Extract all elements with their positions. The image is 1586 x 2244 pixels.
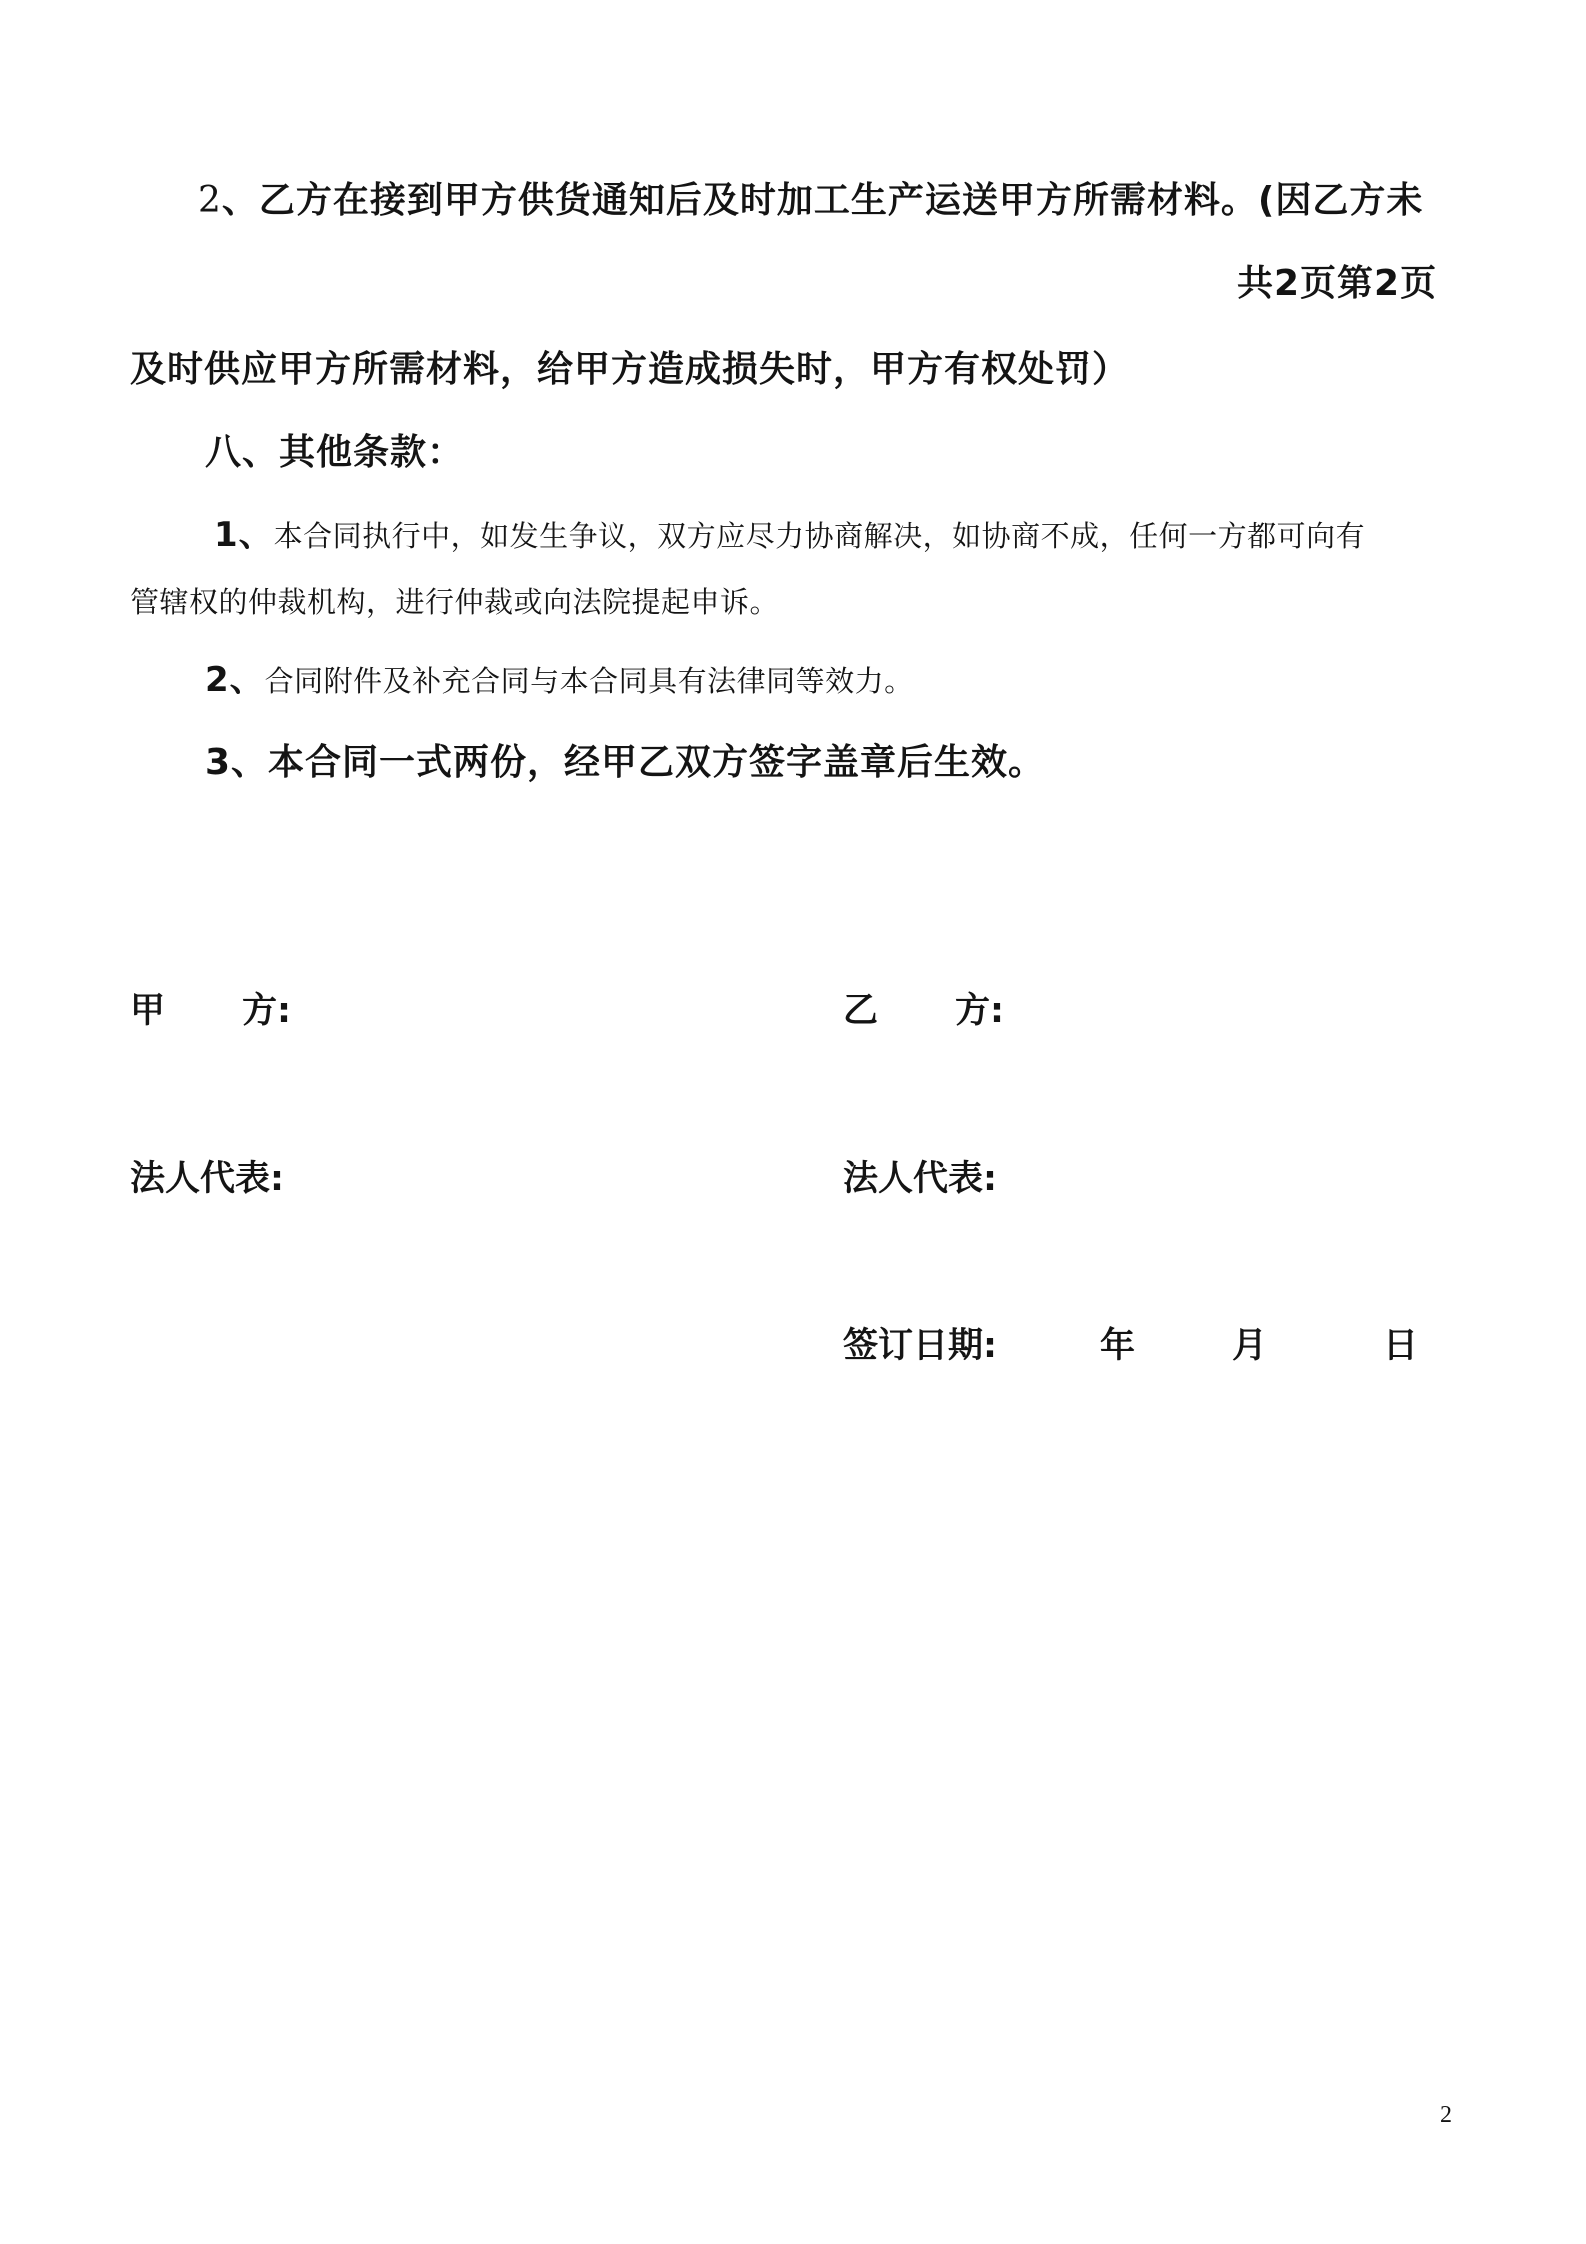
page-header: 共2页第2页 [1237, 263, 1438, 304]
party-b-char2: 方: [955, 991, 1004, 1031]
clause2 [205, 660, 914, 700]
rep-a-label: 法人代表: [130, 1159, 284, 1199]
item2-line1 [198, 180, 1424, 221]
page-number: 2 [1440, 2102, 1452, 2128]
date-year: 年 [1100, 1326, 1136, 1366]
clause1-text: 本合同执行中，如发生争议，双方应尽力协商解决，如协商不成，任何一方都可向有 [273, 519, 1366, 553]
party-b-label [843, 991, 1004, 1031]
item2-number: 2 [198, 180, 222, 221]
date-month: 月 [1232, 1326, 1268, 1366]
clause1-number: 1、 [214, 515, 274, 555]
item2-text: 、乙方在接到甲方供货通知后及时加工生产运送甲方所需材料。(因乙方未 [221, 180, 1424, 221]
date-label: 签订日期: [843, 1326, 997, 1366]
section-title: 八、其他条款： [205, 432, 465, 473]
date-day: 日 [1383, 1326, 1419, 1366]
party-a-char1: 甲 [130, 991, 166, 1031]
rep-b-label: 法人代表: [843, 1159, 997, 1199]
item2-line2: 及时供应甲方所需材料，给甲方造成损失时，甲方有权处罚） [130, 349, 1130, 390]
clause1-line2: 管辖权的仲裁机构，进行仲裁或向法院提起申诉。 [130, 585, 780, 619]
party-a-label [130, 991, 291, 1031]
party-b-char1: 乙 [843, 991, 879, 1031]
party-a-char2: 方: [242, 991, 291, 1031]
clause1-line1 [214, 515, 1366, 555]
clause2-text: 合同附件及补充合同与本合同具有法律同等效力。 [264, 664, 914, 698]
clause3: 3、本合同一式两份，经甲乙双方签字盖章后生效。 [205, 742, 1046, 783]
clause2-number: 2、 [205, 660, 265, 700]
